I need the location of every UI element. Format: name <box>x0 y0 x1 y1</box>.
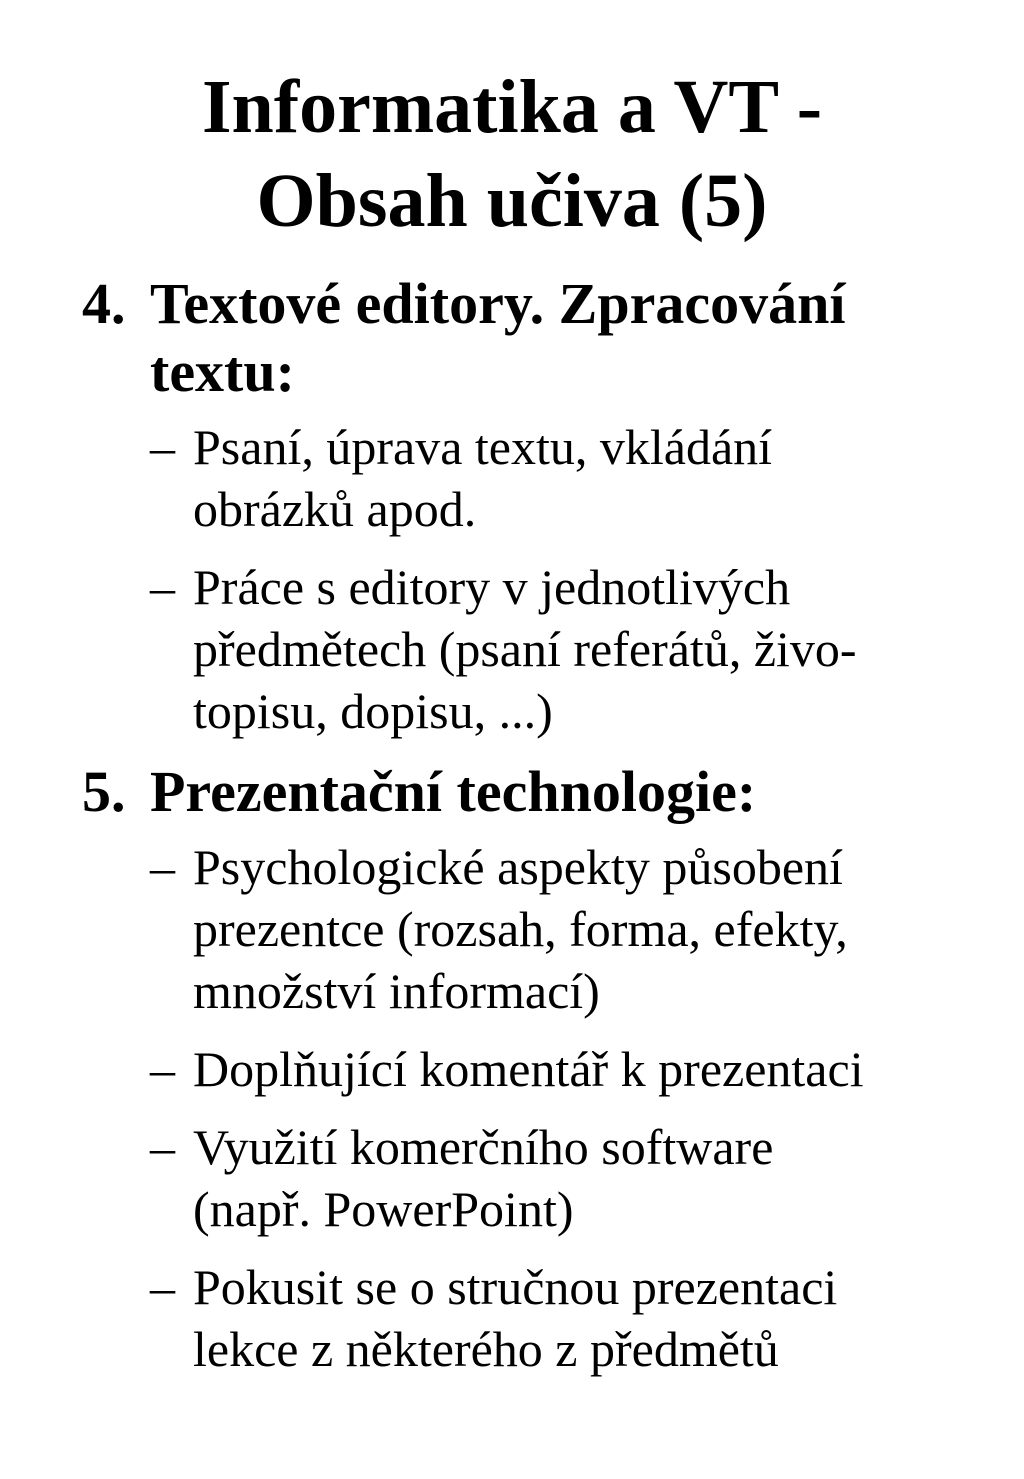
sub-line: prezentce (rozsah, forma, efekty, <box>193 901 848 957</box>
sub-line: množství informací) <box>193 963 600 1019</box>
title-line: Obsah učiva (5) <box>256 159 768 243</box>
sub-item-text <box>193 416 993 540</box>
sub-line: Využití komerčního software <box>193 1119 774 1175</box>
sub-item <box>0 1116 1024 1240</box>
title-line: Informatika a VT - <box>201 65 823 149</box>
sub-item-text <box>193 556 993 742</box>
sub-line: lekce z některého z předmětů <box>193 1321 779 1377</box>
sub-item-text <box>193 836 993 1022</box>
dash-bullet: – <box>150 1259 175 1315</box>
sub-list <box>0 416 1024 742</box>
heading-line: Prezentační technologie: <box>150 759 757 824</box>
item-number: 5. <box>82 759 126 824</box>
sub-item-text <box>193 1038 993 1100</box>
sub-line: Doplňující komentář k prezentaci <box>193 1041 864 1097</box>
sub-line: obrázků apod. <box>193 481 477 537</box>
list-item-prezentacni-technologie <box>0 758 1024 1380</box>
heading-line: textu: <box>150 339 295 404</box>
sub-item <box>0 556 1024 742</box>
sub-line: Práce s editory v jednotlivých <box>193 559 791 615</box>
sub-line: Psychologické aspekty působení <box>193 839 843 895</box>
item-heading <box>150 758 930 826</box>
sub-line: předmětech (psaní referátů, živo- <box>193 621 857 677</box>
sub-item <box>0 1256 1024 1380</box>
sub-item <box>0 1038 1024 1100</box>
dash-bullet: – <box>150 839 175 895</box>
sub-item-text <box>193 1256 993 1380</box>
slide-title <box>0 60 1024 248</box>
sub-line: Pokusit se o stručnou prezentaci <box>193 1259 838 1315</box>
sub-line: topisu, dopisu, ...) <box>193 683 553 739</box>
item-heading <box>150 270 930 406</box>
sub-item <box>0 836 1024 1022</box>
sub-line: (např. PowerPoint) <box>193 1181 574 1237</box>
dash-bullet: – <box>150 1119 175 1175</box>
item-number: 4. <box>82 271 126 336</box>
dash-bullet: – <box>150 419 175 475</box>
sub-item <box>0 416 1024 540</box>
dash-bullet: – <box>150 1041 175 1097</box>
heading-line: Textové editory. Zpracování <box>150 271 846 336</box>
sub-list <box>0 836 1024 1380</box>
content-list <box>0 270 1024 1396</box>
sub-item-text <box>193 1116 993 1240</box>
sub-line: Psaní, úprava textu, vkládání <box>193 419 773 475</box>
list-item-textove-editory <box>0 270 1024 742</box>
dash-bullet: – <box>150 559 175 615</box>
